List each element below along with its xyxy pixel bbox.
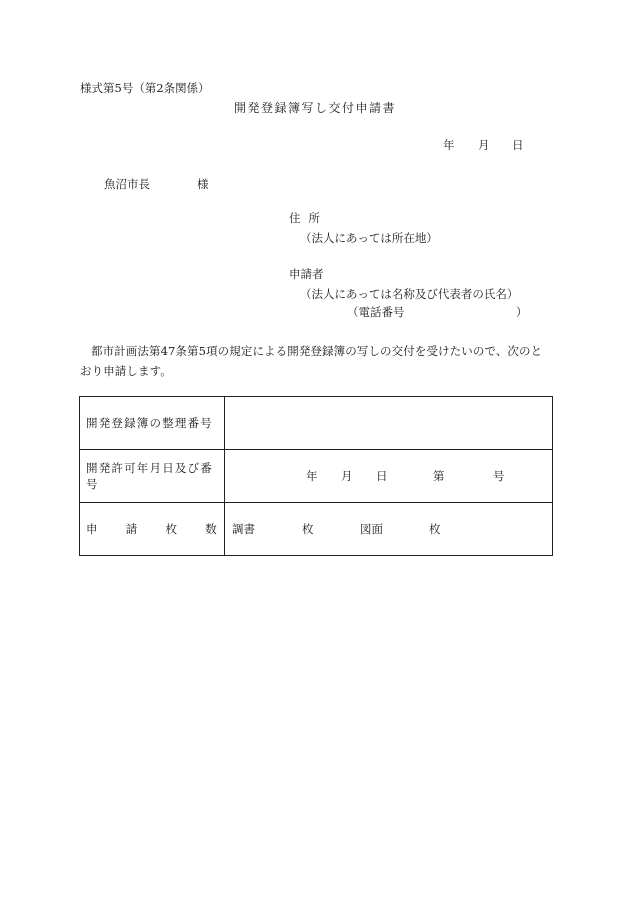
address-label: 住所 xyxy=(289,211,328,225)
zumen-label: 図面 xyxy=(360,522,383,536)
registry-number-field[interactable] xyxy=(225,397,553,450)
document-title: 開発登録簿写し交付申請書 xyxy=(233,101,396,115)
permit-date-number-field[interactable] xyxy=(225,450,553,503)
permit-go-label: 号 xyxy=(493,469,505,483)
chosho-mai-label: 枚 xyxy=(302,522,314,536)
body-text: 都市計画法第47条第5項の規定による開発登録簿の写しの交付を受けたいので、次のとおり申請します。 xyxy=(80,344,543,378)
sheet-count-char: 請 xyxy=(125,522,139,536)
sheet-count-char: 申 xyxy=(86,522,99,536)
sheet-count-label xyxy=(80,503,225,556)
permit-dai-label: 第 xyxy=(433,469,445,483)
form-number: 様式第5号（第2条関係） xyxy=(80,81,210,95)
permit-year-label: 年 xyxy=(306,469,318,483)
addressee-name: 魚沼市長 xyxy=(104,177,150,191)
registry-number-label: 開発登録簿の整理番号 xyxy=(80,397,225,450)
zumen-mai-label: 枚 xyxy=(429,522,441,536)
sheet-count-char: 数 xyxy=(205,522,218,536)
chosho-label: 調書 xyxy=(232,522,255,536)
application-table xyxy=(79,396,553,556)
table-row xyxy=(80,397,553,450)
addressee-honorific: 様 xyxy=(197,177,209,191)
permit-day-label: 日 xyxy=(376,469,388,483)
sheet-count-char: 枚 xyxy=(165,522,179,536)
phone-close-paren: ） xyxy=(516,305,528,319)
date-day-label: 日 xyxy=(512,138,524,152)
permit-month-label: 月 xyxy=(341,469,353,483)
sheet-count-field[interactable] xyxy=(225,503,553,556)
applicant-label: 申請者 xyxy=(289,267,324,281)
phone-label: （電話番号 xyxy=(347,305,405,319)
address-note: （法人にあっては所在地） xyxy=(300,231,438,245)
applicant-note: （法人にあっては名称及び代表者の氏名） xyxy=(300,287,519,301)
table-row xyxy=(80,503,553,556)
date-month-label: 月 xyxy=(478,138,490,152)
permit-date-number-label: 開発許可年月日及び番号 xyxy=(80,450,225,503)
table-row xyxy=(80,450,553,503)
date-year-label: 年 xyxy=(443,138,455,152)
